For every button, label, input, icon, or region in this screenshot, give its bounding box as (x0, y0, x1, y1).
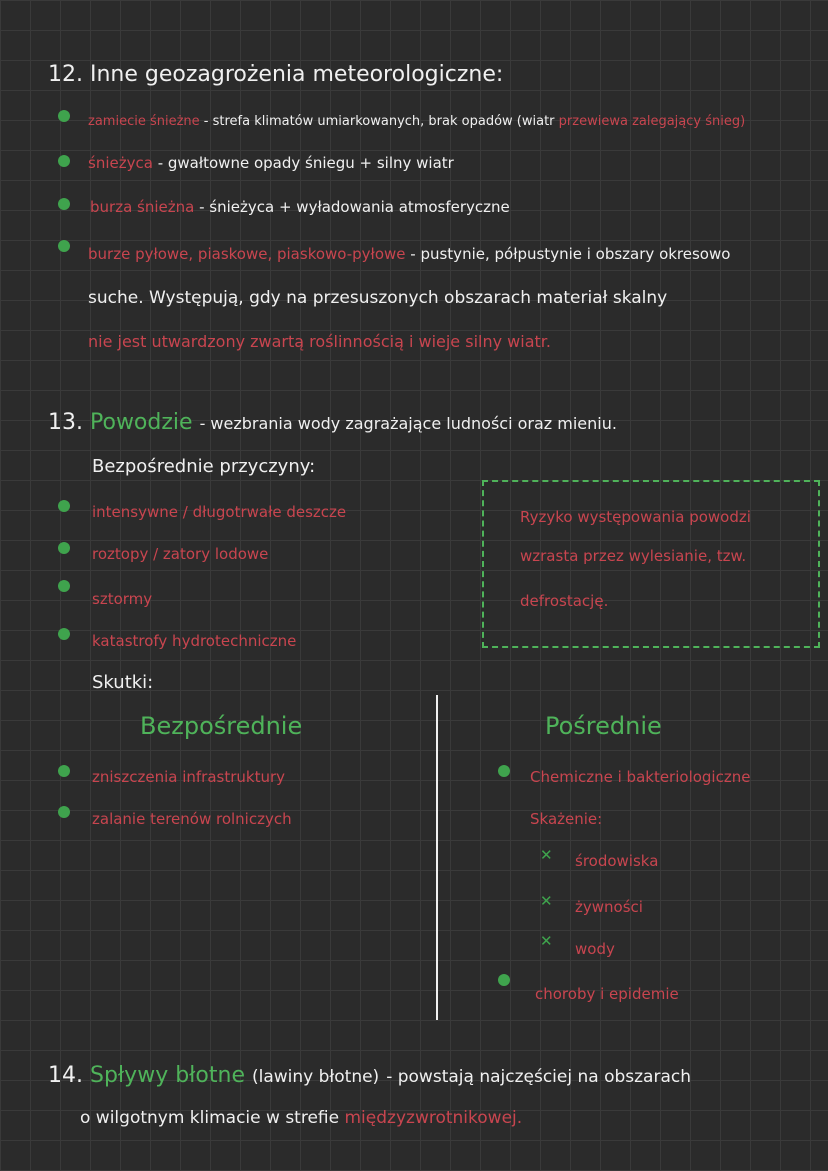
s14-title: Spływy błotne (90, 1063, 245, 1088)
direct-effect-item: zniszczenia infrastruktury (92, 768, 286, 786)
indirect-effect-1: Chemiczne i bakteriologiczne (530, 768, 751, 786)
cross-icon: ✕ (540, 846, 553, 864)
contamination-item: żywności (575, 898, 643, 916)
s12-item-2-term: śnieżyca (88, 154, 153, 172)
s12-item-2-desc: - gwałtowne opady śniegu + silny wiatr (157, 154, 454, 172)
bullet-icon (58, 500, 70, 512)
cause-item: roztopy / zatory lodowe (92, 545, 269, 563)
s12-item-1-term: zamiecie śnieżne (88, 114, 200, 129)
info-box-line-3: defrostację. (520, 592, 609, 610)
s14-alt-name: (lawiny błotne) (252, 1067, 380, 1087)
s12-item-3-term: burza śnieżna (90, 198, 195, 216)
s12-item-1 (88, 114, 745, 129)
bullet-icon (58, 580, 70, 592)
bullet-icon (58, 542, 70, 554)
bullet-icon (58, 155, 70, 167)
s12-item-4-desc: - pustynie, półpustynie i obszary okresowo (410, 245, 731, 263)
s14-line-2-text: o wilgotnym klimacie w strefie (80, 1108, 340, 1128)
s14-number: 14. (48, 1063, 83, 1088)
bullet-icon (498, 765, 510, 777)
cause-item: intensywne / długotrwałe deszcze (92, 503, 347, 521)
s13-title: Powodzie (90, 410, 193, 435)
s12-item-1-desc: - strefa klimatów umiarkowanych, brak opadów (wiatr (203, 114, 555, 129)
cause-item: katastrofy hydrotechniczne (92, 632, 297, 650)
section-12-heading: 12. Inne geozagrożenia meteorologiczne: (48, 62, 504, 87)
cross-icon: ✕ (540, 892, 553, 910)
s12-item-4 (88, 245, 730, 263)
indirect-effects-title: Pośrednie (545, 712, 662, 740)
causes-title: Bezpośrednie przyczyny: (92, 456, 316, 477)
s12-item-3-desc: - śnieżyca + wyładowania atmosferyczne (199, 198, 510, 216)
column-divider (436, 695, 438, 1020)
cause-item: sztormy (92, 590, 153, 608)
indirect-effect-2: Skażenie: (530, 810, 603, 828)
section-14-heading (48, 1063, 691, 1088)
bullet-icon (58, 198, 70, 210)
direct-effect-item: zalanie terenów rolniczych (92, 810, 292, 828)
s12-item-4-term: burze pyłowe, piaskowe, piaskowo-pyłowe (88, 245, 406, 263)
s13-number: 13. (48, 410, 83, 435)
bullet-icon (58, 240, 70, 252)
s12-item-2 (88, 154, 454, 172)
contamination-item: środowiska (575, 852, 659, 870)
bullet-icon (498, 974, 510, 986)
bullet-icon (58, 806, 70, 818)
section-13-heading (48, 410, 617, 435)
indirect-effect-last: choroby i epidemie (535, 985, 679, 1003)
s14-desc: - powstają najczęściej na obszarach (386, 1067, 691, 1087)
info-box-line-1: Ryzyko występowania powodzi (520, 508, 751, 526)
contamination-item: wody (575, 940, 615, 958)
s12-item-3 (90, 198, 510, 216)
effects-title: Skutki: (92, 672, 154, 693)
bullet-icon (58, 110, 70, 122)
direct-effects-title: Bezpośrednie (140, 712, 303, 740)
info-box-line-2: wzrasta przez wylesianie, tzw. (520, 547, 747, 565)
cross-icon: ✕ (540, 932, 553, 950)
s13-definition: - wezbrania wody zagrażające ludności oraz mieniu. (199, 414, 617, 433)
s14-line-2-red: międzyzwrotnikowej. (344, 1108, 523, 1128)
s12-item-4-line3: nie jest utwardzony zwartą roślinnością i wieje silny wiatr. (88, 332, 551, 351)
bullet-icon (58, 765, 70, 777)
s14-line-2 (80, 1108, 522, 1128)
s12-item-1-desc-red: przewiewa zalegający śnieg) (558, 114, 746, 129)
s12-item-4-line2: suche. Występują, gdy na przesuszonych obszarach materiał skalny (88, 288, 668, 308)
bullet-icon (58, 628, 70, 640)
